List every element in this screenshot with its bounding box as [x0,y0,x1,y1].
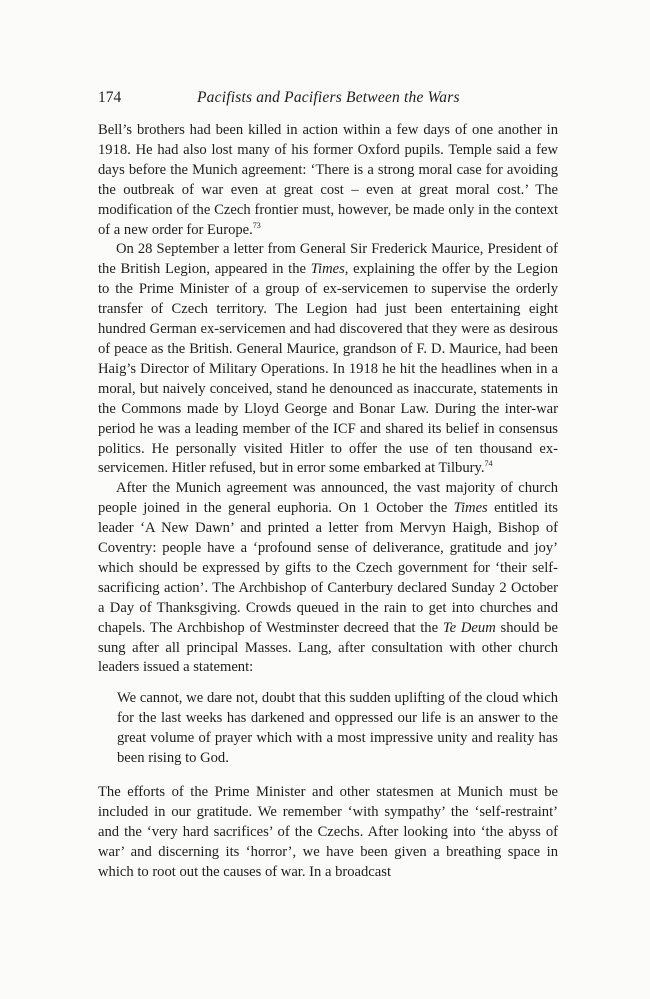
running-title: Pacifists and Pacifiers Between the Wars [197,89,460,106]
paragraph-2-text-b: , explaining the offer by the Legion to the Prime Minister of a group of ex-servicemen to supervise the orderly transfer of Czech territory. The Legion had just been entertaining eight hundred German ex-servicemen and had discovered that they were as desirous of peace as the British. General Maurice, grandson of F. D. Maurice, had been Haig’s Director of Military Operations. In 1918 he hit the headlines when in a moral, but naively conceived, stand he denounced as inaccurate, statements in the Commons made by Lloyd George and Bonar Law. During the inter-war period he was a leading member of the ICF and shared its belief in consensus politics. He personally visited Hitler to offer the use of ten thousand ex-servicemen. Hitler refused, but in error some embarked at Tilbury. [98,261,559,477]
body-text [98,121,558,883]
footnote-ref-73: 73 [252,220,261,230]
paragraph-3 [98,479,558,678]
times-italic: Times [310,261,345,278]
footnote-ref-74: 74 [484,459,493,469]
paragraph-3-text-b: entitled its leader ‘A New Dawn’ and printed a letter from Mervyn Haigh, Bishop of Coventry: people have a ‘profound sense of deliverance, gratitude and joy’ which should be expressed by gifts to the Czech government for ‘their self-sacrificing action’. The Archbishop of Canterbury declared Sunday 2 October a Day of Thanksgiving. Crowds queued in the rain to get into churches and chapels. The Archbishop of Westminster decreed that the [98,500,558,636]
paragraph-1 [98,121,558,240]
page-number: 174 [98,89,122,106]
times-italic: Times [453,500,488,517]
paragraph-3-text-c: should be sung after all principal Masses. Lang, after consultation with other church leaders issued a statement: [98,619,558,676]
paragraph-3-text-a: After the Munich agreement was announced, the vast majority of church people joined in the general euphoria. On 1 October the [98,480,558,517]
paragraph-2-text-a: On 28 September a letter from General Sir Frederick Maurice, President of the British Legion, appeared in the [98,241,558,278]
te-deum-italic: Te Deum [442,619,496,636]
paragraph-2 [98,240,558,479]
paragraph-1-text: Bell’s brothers had been killed in action within a few days of one another in 1918. He had also lost many of his former Oxford pupils. Temple said a few days before the Munich agreement: ‘There is a strong moral case for avoiding the outbreak of war even at great cost – even at great moral cost.’ The modification of the Czech frontier must, however, be made only in the context of a new order for Europe. [98,122,558,238]
block-quote: We cannot, we dare not, doubt that this sudden uplifting of the cloud which for the last weeks has darkened and oppressed our life is an answer to the great volume of prayer which with a most impressive unity and reality has been rising to God. [117,690,558,767]
paragraph-4: The efforts of the Prime Minister and other statesmen at Munich must be included in our gratitude. We remember ‘with sympathy’ the ‘self-restraint’ and the ‘very hard sacrifices’ of the Czechs. After looking into ‘the abyss of war’ and discerning its ‘horror’, we have been given a breathing space in which to root out the causes of war. In a broadcast [98,784,558,880]
